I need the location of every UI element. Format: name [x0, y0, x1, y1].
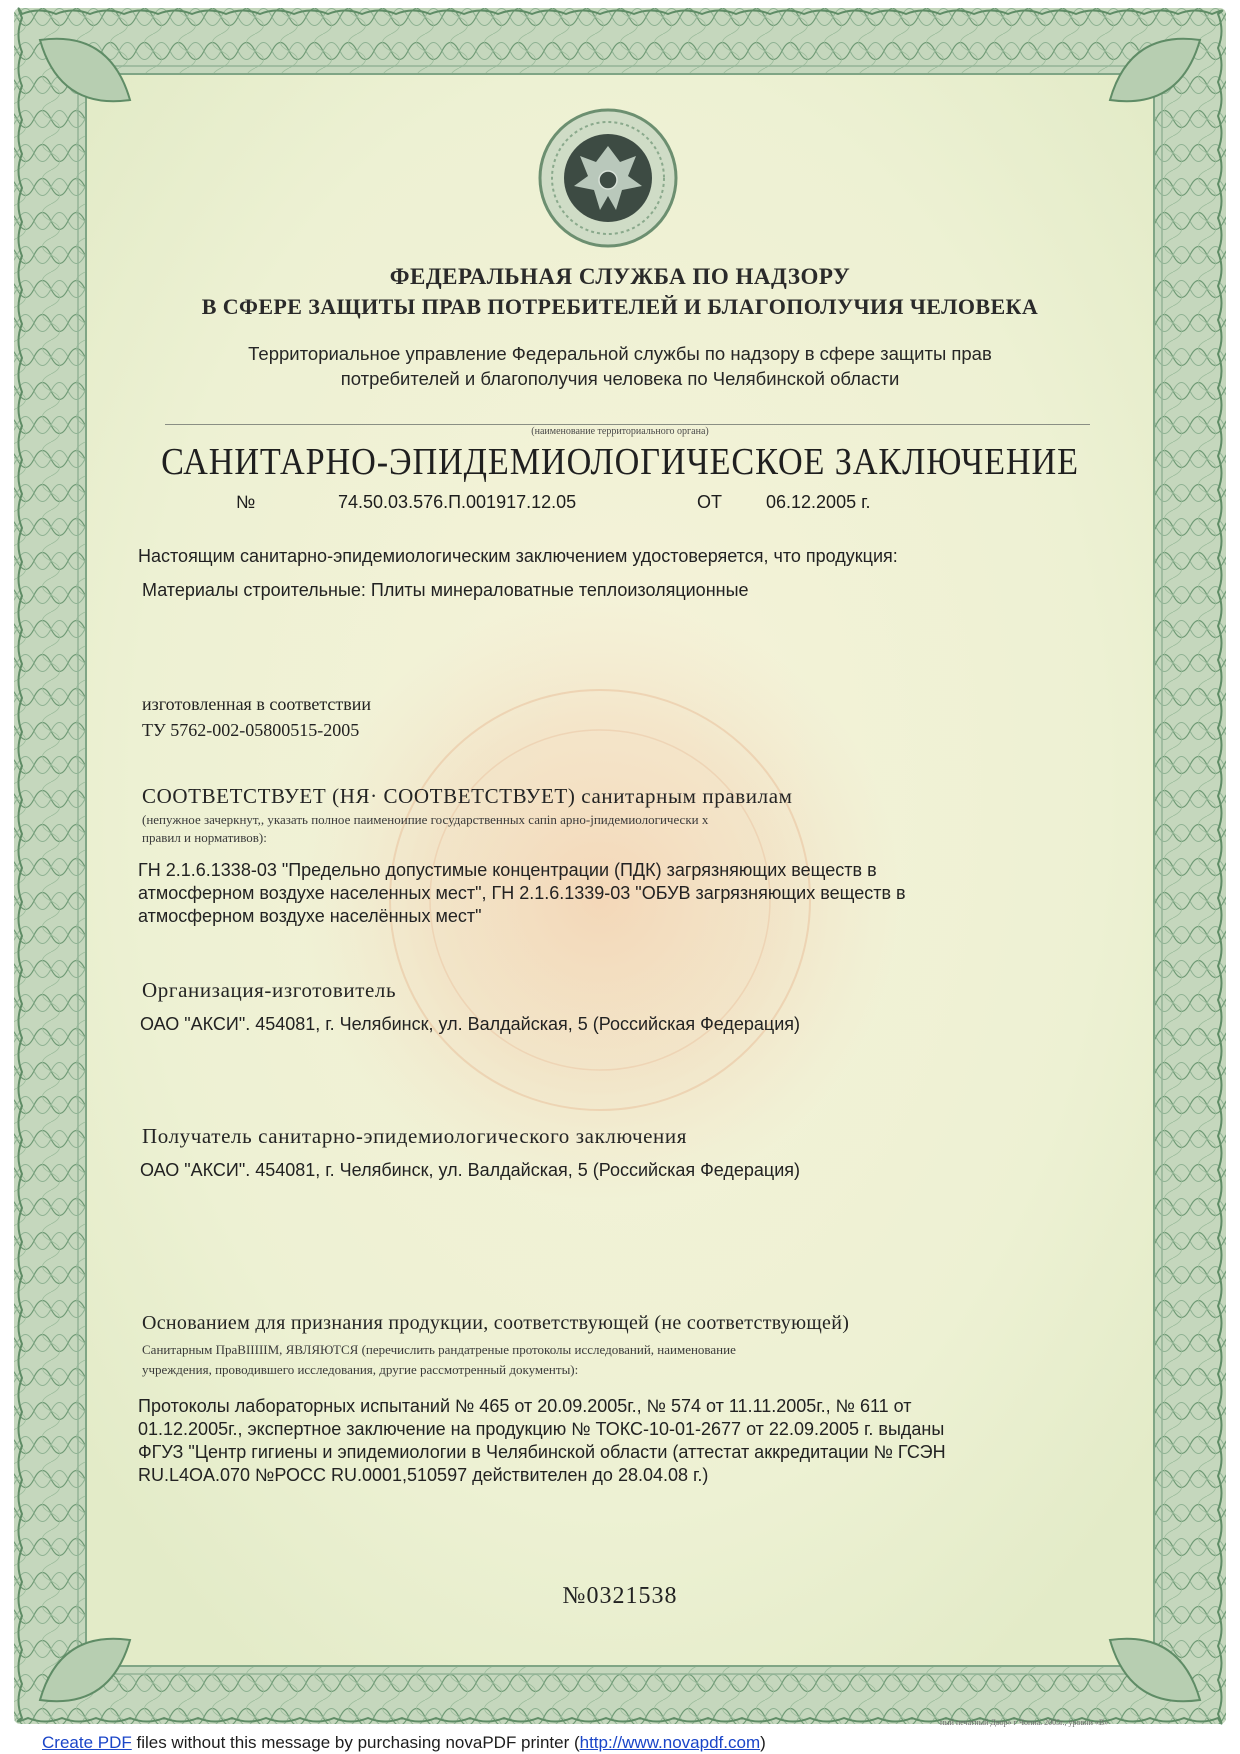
compliance-note-1: (непужное зачеркнут,, указать полное паименоипие государственных сапin арно-jпидемиологически х [142, 812, 709, 827]
number-label: № [236, 492, 256, 512]
printer-imprint: ный печатный Двор» г Чопиа. 2005г., уровни «В» [940, 1718, 1109, 1727]
compliance-note-2: правил и нормативов): [142, 830, 267, 845]
basis-text-line-2: 01.12.2005г., экспертное заключение на продукцию № ТОКС-10-01-2677 от 22.09.2005 г. выданы [138, 1419, 945, 1439]
emblem-seal-icon [540, 110, 676, 246]
create-pdf-link[interactable]: Create PDF [42, 1733, 132, 1752]
basis-note-2: учреждения, проводившего исследования, другие рассмотренный документы): [142, 1362, 579, 1377]
basis-heading: Основанием для признания продукции, соответствующей (не соответствующей) [142, 1312, 850, 1334]
territorial-body-line-2: потребителей и благополучия человека по Челябинской области [340, 368, 900, 389]
recipient-value: ОАО "АКСИ". 454081, г. Челябинск, ул. Валдайская, 5 (Российская Федерация) [140, 1160, 801, 1180]
certificate-number: 74.50.03.576.П.001917.12.05 [338, 492, 577, 512]
compliance-heading: СООТВЕТСТВУЕТ (НЯ· СООТВЕТСТВУЕТ) санитарным правилам [142, 784, 793, 808]
norms-line-2: атмосферном воздухе населенных мест", ГН 2.1.6.1339-03 "ОБУВ загрязняющих веществ в [138, 883, 906, 903]
territorial-caption: (наименование территориального органа) [531, 426, 709, 437]
basis-text-line-1: Протоколы лабораторных испытаний № 465 от 20.09.2005г., № 574 от 11.11.2005г., № 611 от [138, 1396, 912, 1416]
manufactured-label: изготовленная в соответствии [142, 694, 372, 714]
pdf-footer [42, 1733, 766, 1753]
certificate-date: 06.12.2005 г. [766, 492, 871, 512]
novapdf-link[interactable]: http://www.novapdf.com [579, 1733, 761, 1752]
serial-number: №0321538 [562, 1583, 678, 1609]
manufacturer-heading: Организация-изготовитель [142, 978, 397, 1002]
footer-close: ) [760, 1733, 766, 1752]
basis-text-line-4: RU.L4OA.070 №РОСС RU.0001,510597 действителен до 28.04.08 г.) [138, 1465, 709, 1485]
footer-text: files without this message by purchasing novaPDF printer ( [131, 1733, 580, 1752]
agency-name-line-2: В СФЕРЕ ЗАЩИТЫ ПРАВ ПОТРЕБИТЕЛЕЙ И БЛАГОПОЛУЧИЯ ЧЕЛОВЕКА [201, 294, 1039, 319]
norms-line-1: ГН 2.1.6.1338-03 "Предельно допустимые концентрации (ПДК) загрязняющих веществ в [138, 860, 877, 880]
product-description: Материалы строительные: Плиты минераловатные теплоизоляционные [142, 580, 749, 600]
manufactured-standard: ТУ 5762-002-05800515-2005 [142, 720, 360, 740]
basis-note-1: Санитарным ПраВIIIIIМ, ЯВЛЯЮТСЯ (перечислить рандатреные протоколы исследований, наименование [142, 1342, 736, 1357]
norms-line-3: атмосферном воздухе населённых мест" [138, 906, 482, 926]
territorial-underline [165, 424, 1090, 425]
document-title: САНИТАРНО-ЭПИДЕМИОЛОГИЧЕСКОЕ ЗАКЛЮЧЕНИЕ [161, 441, 1079, 483]
manufacturer-value: ОАО "АКСИ". 454081, г. Челябинск, ул. Валдайская, 5 (Российская Федерация) [140, 1014, 801, 1034]
territorial-body-line-1: Территориальное управление Федеральной службы по надзору в сфере защиты прав [248, 343, 992, 364]
date-label: ОТ [697, 492, 722, 512]
certify-statement: Настоящим санитарно-эпидемиологическим заключением удостоверяется, что продукция: [138, 546, 898, 566]
basis-text-line-3: ФГУЗ "Центр гигиены и эпидемиологии в Челябинской области (аттестат аккредитации № ГСЭН [138, 1442, 946, 1462]
recipient-heading: Получатель санитарно-эпидемиологического заключения [142, 1124, 687, 1148]
agency-name-line-1: ФЕДЕРАЛЬНАЯ СЛУЖБА ПО НАДЗОРУ [389, 264, 851, 289]
